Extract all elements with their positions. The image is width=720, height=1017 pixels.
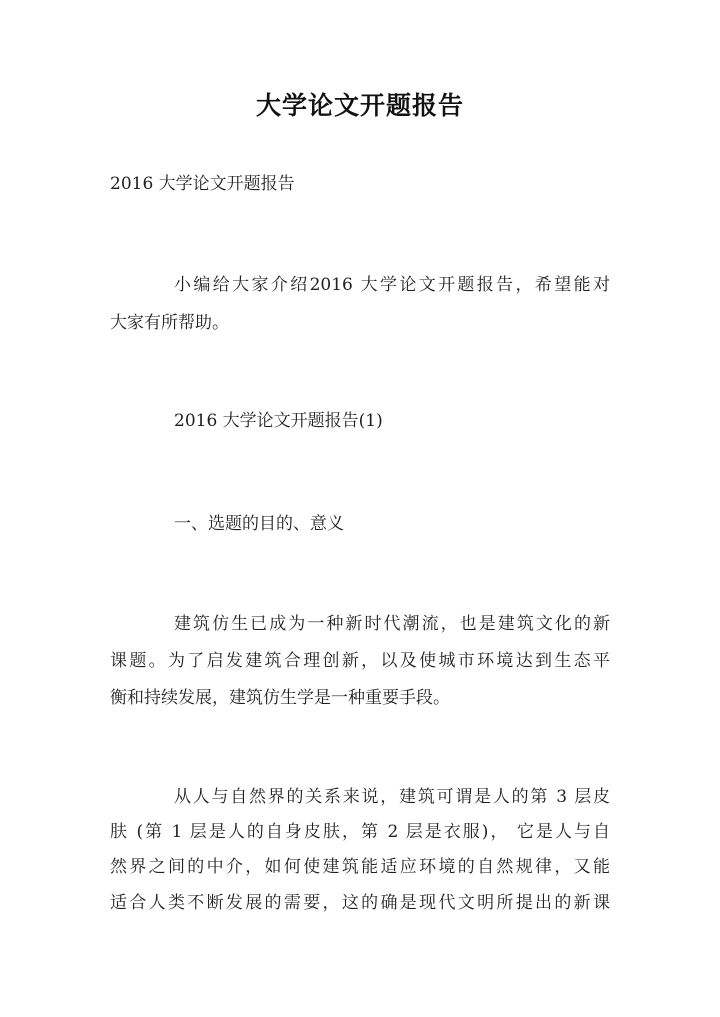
paragraph-2-line-2: 肤 (第 1 层是人的自身皮肤，第 2 层是衣服)， 它是人与自 (110, 822, 610, 842)
paragraph-1-line-1: 建筑仿生已成为一种新时代潮流，也是建筑文化的新 (174, 614, 610, 634)
paragraph-2-line-4: 适合人类不断发展的需要，这的确是现代文明所提出的新课 (110, 893, 610, 913)
document-subtitle: 2016 大学论文开题报告 (110, 174, 295, 194)
paragraph-1-line-2: 课题。为了启发建筑合理创新，以及使城市环境达到生态平 (110, 651, 610, 671)
document-title: 大学论文开题报告 (255, 91, 464, 120)
section-heading: 2016 大学论文开题报告(1) (174, 411, 383, 431)
paragraph-1-line-3: 衡和持续发展，建筑仿生学是一种重要手段。 (110, 688, 450, 708)
paragraph-2-line-3: 然界之间的中介，如何使建筑能适应环境的自然规律，又能 (110, 857, 610, 877)
intro-line-2: 大家有所帮助。 (110, 313, 229, 333)
part-heading: 一、选题的目的、意义 (174, 514, 344, 534)
intro-line-1: 小编给大家介绍2016 大学论文开题报告，希望能对 (174, 275, 610, 295)
paragraph-2-line-1: 从人与自然界的关系来说，建筑可谓是人的第 3 层皮 (174, 787, 610, 807)
